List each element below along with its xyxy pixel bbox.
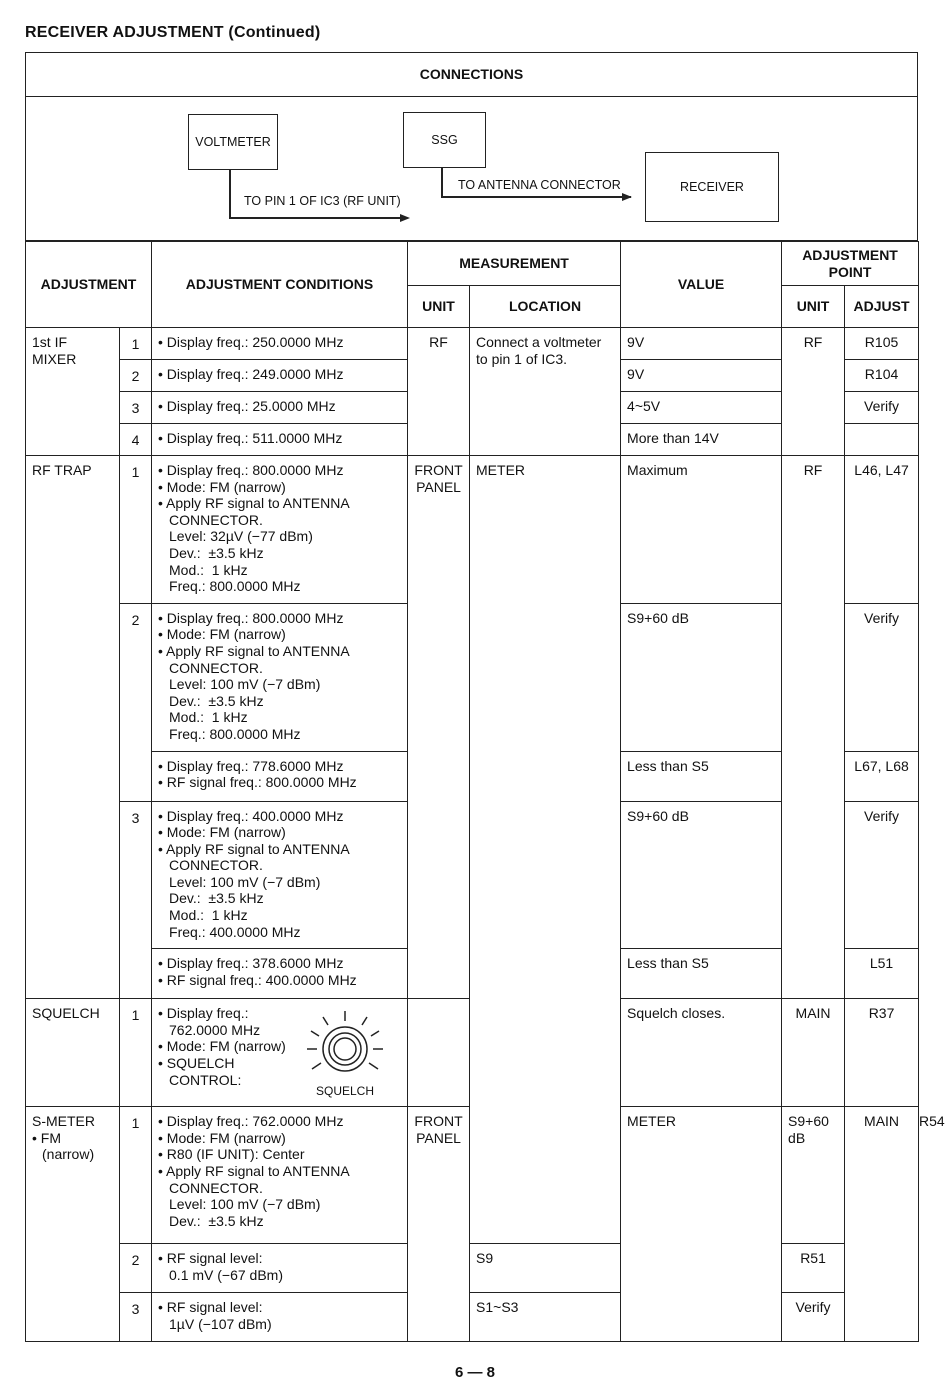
row-number: 2 <box>120 603 152 801</box>
row-value: 4~5V <box>621 392 782 424</box>
row-condition <box>152 801 408 949</box>
adjustment-table <box>25 241 945 1342</box>
ap-adjust: R105 <box>845 328 919 360</box>
row-condition <box>152 603 408 751</box>
condition-line: • RF signal level: <box>158 1250 263 1267</box>
header-value: VALUE <box>621 242 782 328</box>
condition-line: • Mode: FM (narrow) <box>158 1038 286 1055</box>
condition-line: • Display freq.: 762.0000 MHz <box>158 1113 344 1130</box>
ap-adjust: R104 <box>845 360 919 392</box>
table-row <box>26 1293 919 1342</box>
condition-line: Mod.: 1 kHz <box>169 709 248 726</box>
header-unit: UNIT <box>408 286 470 328</box>
receiver-label: RECEIVER <box>680 180 744 194</box>
ssg-wire-vertical <box>441 168 443 197</box>
header-measurement: MEASUREMENT <box>408 242 621 286</box>
measurement-location: Connect a voltmeter to pin 1 of IC3. <box>470 328 621 456</box>
ap-adjust: L46, L47 <box>845 456 919 604</box>
row-value: S9+60 dB <box>782 1107 845 1244</box>
condition-line: Level: 100 mV (−7 dBm) <box>169 873 321 890</box>
table-row <box>26 328 919 360</box>
measurement-location: METER <box>621 1107 782 1342</box>
condition-line: • Apply RF signal to ANTENNA <box>158 642 350 659</box>
row-value: Less than S5 <box>621 751 782 801</box>
measurement-unit: FRONT PANEL <box>408 1107 470 1342</box>
measurement-unit: FRONT PANEL <box>408 456 470 999</box>
row-number: 3 <box>120 801 152 999</box>
ap-adjust: Verify <box>782 1293 845 1342</box>
row-number: 2 <box>120 360 152 392</box>
row-number: 1 <box>120 1107 152 1244</box>
condition-line: Dev.: ±3.5 kHz <box>169 692 264 709</box>
row-value: 9V <box>621 360 782 392</box>
row-condition <box>152 1244 408 1293</box>
squelch-condition <box>158 1005 401 1099</box>
row-value: Less than S5 <box>621 949 782 999</box>
header-adjustment-point: ADJUSTMENT POINT <box>782 242 919 286</box>
condition-line: • Mode: FM (narrow) <box>158 1129 286 1146</box>
ssg-wire-horizontal <box>441 196 631 198</box>
voltmeter-arrow-icon <box>400 214 410 222</box>
measurement-location: METER <box>470 456 621 1244</box>
condition-line: • Mode: FM (narrow) <box>158 478 286 495</box>
condition-line: • Display freq.: <box>158 1005 249 1022</box>
condition-line: Freq.: 400.0000 MHz <box>169 923 301 940</box>
condition-line: • Display freq.: 778.6000 MHz <box>158 757 344 774</box>
receiver-box <box>645 152 779 222</box>
ap-adjust <box>845 424 919 456</box>
connections-panel <box>25 52 918 241</box>
page-title: RECEIVER ADJUSTMENT (Continued) <box>25 24 321 41</box>
condition-line: CONTROL: <box>169 1071 242 1088</box>
condition-line: CONNECTOR. <box>169 659 263 676</box>
row-number: 3 <box>120 1293 152 1342</box>
smeter-narrow: (narrow) <box>42 1146 95 1163</box>
smeter-label: S-METER <box>32 1113 95 1130</box>
table-row: S-METER • FM (narrow) 1 • Display freq.: 762.0000 MHz • Mode: FM (narrow) • R80 (IF UNIT): Center • Apply RF signal to ANTENNA CONNECTOR. Level: 100 mV (−7 dBm) Dev.: ±3.5 kHz FRONT PANEL METER S9+60 dB MAIN R54 <box>26 1107 919 1244</box>
condition-line: 762.0000 MHz <box>169 1021 261 1038</box>
condition-line: • Mode: FM (narrow) <box>158 824 286 841</box>
condition-line: Freq.: 800.0000 MHz <box>169 578 301 595</box>
to-pin-label: TO PIN 1 OF IC3 (RF UNIT) <box>244 194 401 208</box>
condition-line: Dev.: ±3.5 kHz <box>169 890 264 907</box>
condition-line: • Display freq.: 800.0000 MHz <box>158 462 344 478</box>
condition-line: • SQUELCH <box>158 1055 235 1072</box>
header-adjustment: ADJUSTMENT <box>26 242 152 328</box>
row-value: Maximum <box>621 456 782 604</box>
row-condition <box>152 456 408 604</box>
row-condition <box>152 999 408 1107</box>
condition-line: 0.1 mV (−67 dBm) <box>169 1266 284 1283</box>
row-value: Squelch closes. <box>621 999 782 1107</box>
ap-adjust: R51 <box>782 1244 845 1293</box>
measurement-unit: RF <box>408 328 470 456</box>
ap-adjust: L67, L68 <box>845 751 919 801</box>
measurement-unit <box>408 999 470 1107</box>
ap-adjust: R37 <box>845 999 919 1107</box>
condition-line: Dev.: ±3.5 kHz <box>169 1212 264 1229</box>
row-condition: • Display freq.: 249.0000 MHz <box>152 360 408 392</box>
row-condition: • Display freq.: 511.0000 MHz <box>152 424 408 456</box>
ssg-box <box>403 112 486 168</box>
ap-unit: MAIN <box>782 999 845 1107</box>
condition-line: • Apply RF signal to ANTENNA <box>158 1163 350 1180</box>
condition-line: 1µV (−107 dBm) <box>169 1315 272 1332</box>
row-condition: • Display freq.: 25.0000 MHz <box>152 392 408 424</box>
ap-adjust: L51 <box>845 949 919 999</box>
condition-line: • Apply RF signal to ANTENNA <box>158 840 350 857</box>
ap-adjust: Verify <box>845 801 919 949</box>
page-number: 6 — 8 <box>454 1364 496 1381</box>
condition-line: Dev.: ±3.5 kHz <box>169 544 264 561</box>
row-value: S9+60 dB <box>621 603 782 751</box>
squelch-knob-label: SQUELCH <box>316 1084 375 1099</box>
section-label-if-mixer: 1st IF MIXER <box>26 328 120 456</box>
condition-line: Level: 32µV (−77 dBm) <box>169 528 313 545</box>
header-ap-unit: UNIT <box>782 286 845 328</box>
ssg-label: SSG <box>431 133 458 147</box>
row-number: 4 <box>120 424 152 456</box>
condition-line: • Apply RF signal to ANTENNA <box>158 495 350 512</box>
table-row <box>26 456 919 604</box>
condition-line: Mod.: 1 kHz <box>169 907 248 924</box>
condition-line: Level: 100 mV (−7 dBm) <box>169 676 321 693</box>
condition-line: CONNECTOR. <box>169 1179 263 1196</box>
condition-line: • RF signal level: <box>158 1299 263 1316</box>
condition-line: • Display freq.: 400.0000 MHz <box>158 807 344 824</box>
row-value: S9 <box>470 1244 621 1293</box>
condition-line: • RF signal freq.: 800.0000 MHz <box>158 774 357 791</box>
voltmeter-wire-horizontal <box>229 217 403 219</box>
row-number: 2 <box>120 1244 152 1293</box>
header-conditions: ADJUSTMENT CONDITIONS <box>152 242 408 328</box>
ap-unit: RF <box>782 456 845 999</box>
row-value: More than 14V <box>621 424 782 456</box>
condition-line: • Display freq.: 800.0000 MHz <box>158 609 344 626</box>
connections-title: CONNECTIONS <box>26 53 917 97</box>
table-row <box>26 1244 919 1293</box>
voltmeter-wire-vertical <box>229 170 231 218</box>
row-value: S1~S3 <box>470 1293 621 1342</box>
ap-adjust: Verify <box>845 392 919 424</box>
condition-line: • Display freq.: 378.6000 MHz <box>158 955 344 972</box>
smeter-mode: • FM <box>32 1129 62 1146</box>
condition-line: Level: 100 mV (−7 dBm) <box>169 1196 321 1213</box>
section-label-squelch: SQUELCH <box>26 999 120 1107</box>
header-location: LOCATION <box>470 286 621 328</box>
section-label-smeter <box>26 1107 120 1342</box>
voltmeter-label: VOLTMETER <box>195 135 271 149</box>
row-value: 9V <box>621 328 782 360</box>
row-condition <box>152 1107 408 1244</box>
row-condition <box>152 949 408 999</box>
row-condition <box>152 751 408 801</box>
row-condition <box>152 1293 408 1342</box>
header-ap-adjust: ADJUST <box>845 286 919 328</box>
condition-line: Mod.: 1 kHz <box>169 561 248 578</box>
to-antenna-label: TO ANTENNA CONNECTOR <box>458 178 621 192</box>
row-number: 3 <box>120 392 152 424</box>
squelch-knob-icon <box>295 1003 395 1103</box>
row-condition: • Display freq.: 250.0000 MHz <box>152 328 408 360</box>
row-number: 1 <box>120 456 152 604</box>
condition-line: CONNECTOR. <box>169 511 263 528</box>
condition-line: • Mode: FM (narrow) <box>158 626 286 643</box>
section-label-rf-trap: RF TRAP <box>26 456 120 999</box>
row-value: S9+60 dB <box>621 801 782 949</box>
row-number: 1 <box>120 999 152 1107</box>
row-number: 1 <box>120 328 152 360</box>
condition-line: CONNECTOR. <box>169 857 263 874</box>
condition-line: Freq.: 800.0000 MHz <box>169 725 301 742</box>
ap-unit: RF <box>782 328 845 456</box>
voltmeter-box <box>188 114 278 170</box>
condition-line: • R80 (IF UNIT): Center <box>158 1146 305 1163</box>
ap-adjust: Verify <box>845 603 919 751</box>
ap-unit: MAIN <box>845 1107 919 1342</box>
condition-line: • RF signal freq.: 400.0000 MHz <box>158 971 357 988</box>
ssg-arrow-icon <box>622 193 632 201</box>
